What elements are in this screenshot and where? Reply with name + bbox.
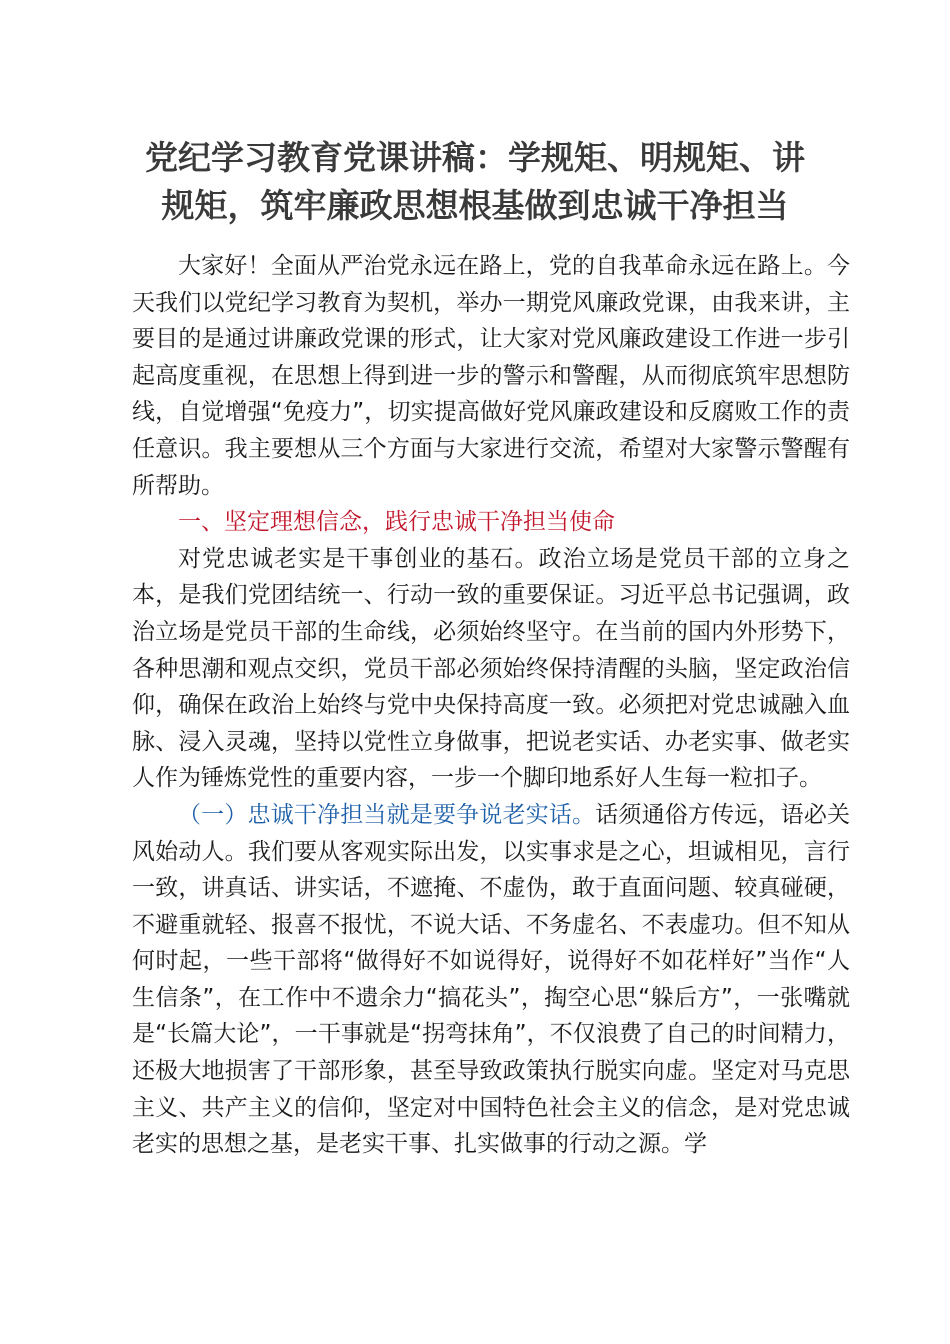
subsection-1-heading: （一）忠诚干净担当就是要争说老实话。 [178,801,596,828]
document-title [120,134,830,230]
title-line-2: 规矩，筑牢廉政思想根基做到忠诚干净担当 [161,186,789,225]
subsection-1-paragraph [132,797,850,1163]
section-1-heading: 一、坚定理想信念，践行忠诚干净担当使命 [178,509,615,536]
subsection-1-text: 话须通俗方传远，语必关风始动人。我们要从客观实际出发，以实事求是之心，坦诚相见，言行一致，讲真话、讲实话，不遮掩、不虚伪，敢于直面问题、较真碰硬，不避重就轻、报喜不报忧，不说大话、不务虚名、不表虚功。但不知从何时起，一些干部将“做得好不如说得好，说得好不如花样好”当作“人生信条”，在工作中不遗余力“搞花头”，掏空心思“躲后方”，一张嘴就是“长篇大论”，一干事就是“拐弯抹角”，不仅浪费了自己的时间精力，还极大地损害了干部形象，甚至导致政策执行脱实向虚。坚定对马克思主义、共产主义的信仰，坚定对中国特色社会主义的信念，是对党忠诚老实的思想之基，是老实干事、扎实做事的行动之源。学 [132,801,851,1158]
title-line-1: 党纪学习教育党课讲稿：学规矩、明规矩、讲 [145,138,805,177]
document-body [132,248,850,1163]
intro-paragraph: 大家好！全面从严治党永远在路上，党的自我革命永远在路上。今天我们以党纪学习教育为契机，举办一期党风廉政党课，由我来讲，主要目的是通过讲廉政党课的形式，让大家对党风廉政建设工作进一步引起高度重视，在思想上得到进一步的警示和警醒，从而彻底筑牢思想防线，自觉增强“免疫力”，切实提高做好党风廉政建设和反腐败工作的责任意识。我主要想从三个方面与大家进行交流，希望对大家警示警醒有所帮助。 [132,253,850,499]
section-1-paragraph: 对党忠诚老实是干事创业的基石。政治立场是党员干部的立身之本，是我们党团结统一、行动一致的重要保证。习近平总书记强调，政治立场是党员干部的生命线，必须始终坚守。在当前的国内外形势下，各种思潮和观点交织，党员干部必须始终保持清醒的头脑，坚定政治信仰，确保在政治上始终与党中央保持高度一致。必须把对党忠诚融入血脉、浸入灵魂，坚持以党性立身做事，把说老实话、办老实事、做老实人作为锤炼党性的重要内容，一步一个脚印地系好人生每一粒扣子。 [132,545,850,792]
